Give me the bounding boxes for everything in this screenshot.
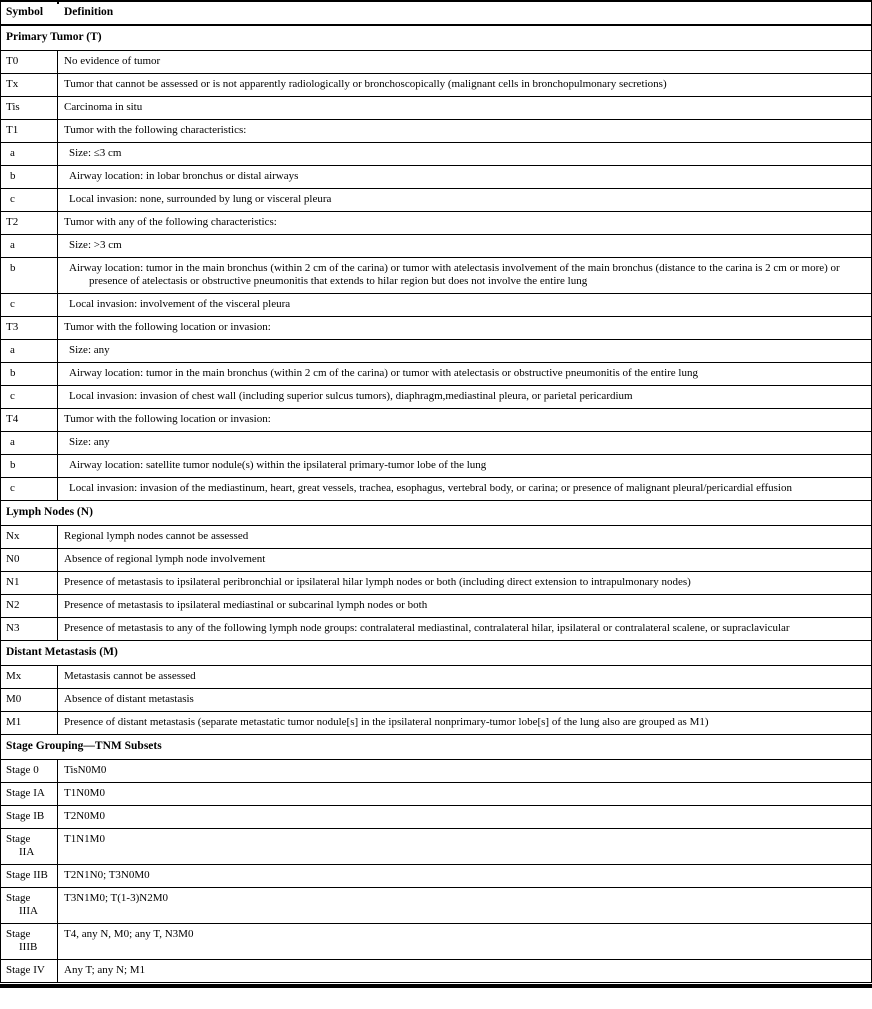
symbol-cell: b <box>1 166 58 188</box>
symbol-cell: c <box>1 386 58 408</box>
definition-cell: Size: any <box>69 436 110 448</box>
definition-cell: Local invasion: invasion of chest wall (including superior sulcus tumors), diaphragm,mediastinal pleura, or parietal pericardium <box>69 390 633 402</box>
definition-cell: T1N0M0 <box>64 787 105 799</box>
definition-cell: Tumor with the following characteristics: <box>64 124 247 136</box>
definition-cell: Size: >3 cm <box>69 239 122 251</box>
definition-cell: Tumor with the following location or invasion: <box>64 413 271 425</box>
definition-cell: Regional lymph nodes cannot be assessed <box>64 530 249 542</box>
symbol-cell: Stage 0 <box>1 760 58 782</box>
symbol-cell: c <box>1 294 58 316</box>
section-title: Primary Tumor (T) <box>6 31 102 43</box>
symbol-cell: Stage IA <box>1 783 58 805</box>
symbol-cell: Stage IIIB <box>1 924 58 959</box>
definition-cell: Presence of metastasis to ipsilateral mediastinal or subcarinal lymph nodes or both <box>64 599 428 611</box>
symbol-cell: c <box>1 189 58 211</box>
symbol-cell: a <box>1 143 58 165</box>
definition-cell: Presence of metastasis to ipsilateral peribronchial or ipsilateral hilar lymph nodes or both (including direct extension to intrapulmonary nodes) <box>64 576 691 588</box>
symbol-cell: Stage IB <box>1 806 58 828</box>
table-row <box>1 294 871 317</box>
definition-cell: Local invasion: involvement of the visceral pleura <box>69 298 291 310</box>
definition-cell: Carcinoma in situ <box>64 101 143 113</box>
definition-cell: Size: ≤3 cm <box>69 147 122 159</box>
section-header <box>1 734 871 760</box>
section-title: Distant Metastasis (M) <box>6 646 118 658</box>
table-body <box>1 25 871 983</box>
definition-column-header: Definition <box>64 6 114 18</box>
table-row <box>1 432 871 455</box>
table-row <box>1 888 871 924</box>
symbol-cell: T0 <box>1 51 58 73</box>
table-row <box>1 760 871 783</box>
symbol-cell: a <box>1 432 58 454</box>
section-header <box>1 500 871 526</box>
symbol-cell-line2: IIIB <box>19 941 38 953</box>
symbol-cell: N2 <box>1 595 58 617</box>
table-row <box>1 689 871 712</box>
symbol-cell: Stage IIB <box>1 865 58 887</box>
symbol-cell: a <box>1 340 58 362</box>
definition-cell: T4, any N, M0; any T, N3M0 <box>64 928 194 940</box>
section-header <box>1 25 871 51</box>
definition-cell: Any T; any N; M1 <box>64 964 146 976</box>
definition-cell: No evidence of tumor <box>64 55 161 67</box>
table-row <box>1 572 871 595</box>
symbol-cell: c <box>1 478 58 500</box>
definition-cell: Airway location: in lobar bronchus or distal airways <box>69 170 299 182</box>
table-row <box>1 783 871 806</box>
symbol-cell: Tx <box>1 74 58 96</box>
definition-cell: T1N1M0 <box>64 833 105 845</box>
definition-cell: Metastasis cannot be assessed <box>64 670 196 682</box>
table-row <box>1 960 871 983</box>
section-title: Lymph Nodes (N) <box>6 506 93 518</box>
definition-cell: Presence of metastasis to any of the following lymph node groups: contralateral mediastinal, contralateral hilar, ipsilateral or contralateral scalene, or supraclavicular <box>64 622 790 634</box>
symbol-cell-line2: IIIA <box>19 905 38 917</box>
symbol-cell: N0 <box>1 549 58 571</box>
table-row <box>1 478 871 501</box>
symbol-cell: T1 <box>1 120 58 142</box>
symbol-cell: a <box>1 235 58 257</box>
table-row <box>1 189 871 212</box>
symbol-cell: Mx <box>1 666 58 688</box>
definition-cell: Presence of distant metastasis (separate metastatic tumor nodule[s] in the ipsilateral nonprimary-tumor lobe[s] of the lung also are grouped as M1) <box>64 716 709 728</box>
definition-cell: TisN0M0 <box>64 764 107 776</box>
definition-cell: Local invasion: none, surrounded by lung or visceral pleura <box>69 193 332 205</box>
table-row <box>1 258 871 294</box>
symbol-cell: Tis <box>1 97 58 119</box>
definition-cell: Tumor that cannot be assessed or is not apparently radiologically or bronchoscopically (malignant cells in bronchopulmonary secretions) <box>64 78 667 90</box>
definition-cell: Tumor with the following location or invasion: <box>64 321 271 333</box>
table-row <box>1 865 871 888</box>
symbol-cell: Stage IIIA <box>1 888 58 923</box>
definition-cell: Absence of regional lymph node involvement <box>64 553 266 565</box>
table-row <box>1 618 871 641</box>
symbol-cell: T2 <box>1 212 58 234</box>
symbol-cell: b <box>1 363 58 385</box>
column-divider-tick <box>57 0 59 4</box>
table-row <box>1 97 871 120</box>
table-row <box>1 455 871 478</box>
table-row <box>1 386 871 409</box>
table-row <box>1 143 871 166</box>
table-row <box>1 829 871 865</box>
symbol-cell: Stage IIA <box>1 829 58 864</box>
table-row <box>1 666 871 689</box>
symbol-cell: b <box>1 258 58 293</box>
table-row <box>1 235 871 258</box>
table-row <box>1 120 871 143</box>
symbol-cell: T3 <box>1 317 58 339</box>
table-row <box>1 166 871 189</box>
symbol-cell: Nx <box>1 526 58 548</box>
table-row <box>1 806 871 829</box>
definition-cell: Local invasion: invasion of the mediastinum, heart, great vessels, trachea, esophagus, vertebral body, or carina; or presence of malignant pleural/pericardial effusion <box>69 482 792 494</box>
symbol-cell: T4 <box>1 409 58 431</box>
table-row <box>1 212 871 235</box>
definition-cell: Absence of distant metastasis <box>64 693 194 705</box>
definition-cell: Airway location: tumor in the main bronchus (within 2 cm of the carina) or tumor with atelectasis involvement of the main bronchus (distance to the carina is 2 cm or more) or presence of atelectasis or obstructive pneumonitis that extends to hilar region but does not involve the entire lung <box>69 262 840 287</box>
table-row <box>1 595 871 618</box>
table-row <box>1 549 871 572</box>
symbol-cell: M1 <box>1 712 58 734</box>
table-row <box>1 340 871 363</box>
symbol-cell: b <box>1 455 58 477</box>
table-row <box>1 409 871 432</box>
table-bottom-bar <box>0 984 872 988</box>
symbol-cell: M0 <box>1 689 58 711</box>
definition-cell: Airway location: tumor in the main bronchus (within 2 cm of the carina) or tumor with atelectasis or obstructive pneumonitis of the entire lung <box>69 367 698 379</box>
definition-cell: Size: any <box>69 344 110 356</box>
definition-cell: T2N1N0; T3N0M0 <box>64 869 150 881</box>
table-row <box>1 51 871 74</box>
symbol-cell-line2: IIA <box>19 846 35 858</box>
section-title: Stage Grouping—TNM Subsets <box>6 740 162 752</box>
symbol-cell: Stage IV <box>1 960 58 982</box>
table-row <box>1 317 871 340</box>
definition-cell: T3N1M0; T(1-3)N2M0 <box>64 892 168 904</box>
table-row <box>1 74 871 97</box>
definition-cell: Tumor with any of the following characteristics: <box>64 216 277 228</box>
section-header <box>1 640 871 666</box>
definition-cell: T2N0M0 <box>64 810 105 822</box>
definition-cell: Airway location: satellite tumor nodule(s) within the ipsilateral primary-tumor lobe of the lung <box>69 459 487 471</box>
symbol-cell: N3 <box>1 618 58 640</box>
table-row <box>1 363 871 386</box>
symbol-column-header: Symbol <box>6 6 44 18</box>
table-row <box>1 712 871 735</box>
table-row <box>1 526 871 549</box>
symbol-cell: N1 <box>1 572 58 594</box>
table-row <box>1 924 871 960</box>
table-header-row <box>1 2 871 26</box>
